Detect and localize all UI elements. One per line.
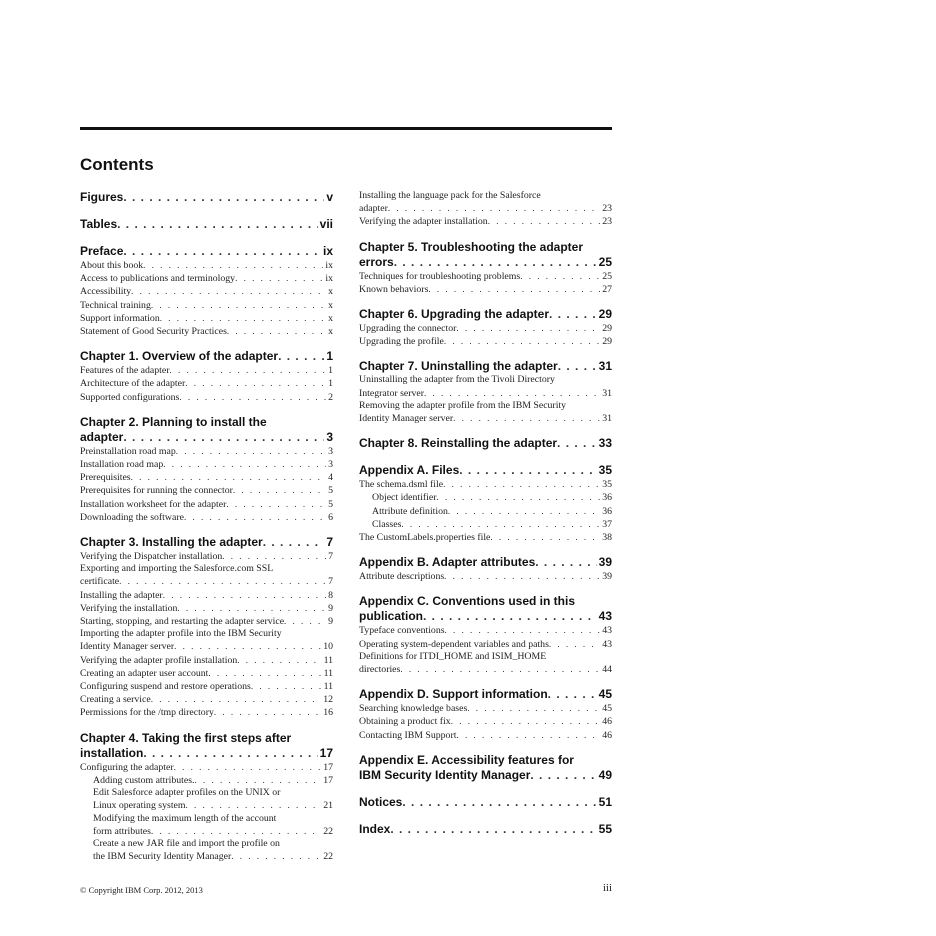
dot-leader (490, 531, 600, 543)
toc-entry[interactable]: Importing the adapter profile into the IBM Security Identity Manager server . . . 10 (80, 628, 333, 653)
toc-heading-chapter-7[interactable]: Chapter 7. Uninstalling the adapter . . . 31 (359, 359, 612, 374)
dot-leader (163, 589, 326, 601)
dot-leader (428, 283, 600, 295)
dot-leader (208, 667, 321, 679)
dot-leader (448, 505, 600, 517)
toc-entry[interactable]: Removing the adapter profile from the IBM Security Identity Manager server . . . 31 (359, 400, 612, 425)
toc-entry[interactable]: Starting, stopping, and restarting the adapter service . . . 9 (80, 615, 333, 628)
dot-leader (451, 715, 601, 727)
dot-leader (436, 491, 600, 503)
dot-leader (151, 299, 326, 311)
toc-heading-chapter-4[interactable]: Chapter 4. Taking the first steps after installation . . . 17 (80, 731, 333, 761)
toc-heading-appendix-b[interactable]: Appendix B. Adapter attributes . . . 39 (359, 555, 612, 570)
dot-leader (163, 458, 326, 470)
dot-leader (402, 795, 596, 810)
toc-entry[interactable]: Features of the adapter . . . 1 (80, 364, 333, 377)
dot-leader (456, 322, 600, 334)
dot-leader (174, 761, 322, 773)
toc-entry[interactable]: Statement of Good Security Practices . . . x (80, 325, 333, 338)
toc-entry[interactable]: Installing the adapter . . . 8 (80, 589, 333, 602)
dot-leader (557, 436, 597, 451)
toc-entry[interactable]: Creating an adapter user account . . . 11 (80, 667, 333, 680)
dot-leader (143, 259, 323, 271)
toc-entry[interactable]: Typeface conventions . . . 43 (359, 624, 612, 637)
dot-leader (390, 822, 596, 837)
toc-heading-chapter-2[interactable]: Chapter 2. Planning to install the adapter . . . 3 (80, 415, 333, 445)
dot-leader (151, 825, 321, 837)
toc-heading-notices[interactable]: Notices . . . 51 (359, 795, 612, 810)
toc-entry[interactable]: Definitions for ITDI_HOME and ISIM_HOME directories . . . 44 (359, 651, 612, 676)
toc-entry[interactable]: Upgrading the profile . . . 29 (359, 335, 612, 348)
dot-leader (423, 609, 597, 624)
toc-entry[interactable]: Configuring the adapter . . . 17 (80, 761, 333, 774)
dot-leader (195, 774, 322, 786)
copyright-notice: © Copyright IBM Corp. 2012, 2013 (80, 885, 203, 895)
toc-heading-index[interactable]: Index . . . 55 (359, 822, 612, 837)
dot-leader (143, 746, 317, 761)
toc-heading-appendix-e[interactable]: Appendix E. Accessibility features for IBM Security Identity Manager . . . 49 (359, 753, 612, 783)
toc-heading-appendix-d[interactable]: Appendix D. Support information . . . 45 (359, 687, 612, 702)
page-number: iii (602, 882, 612, 894)
toc-entry[interactable]: Downloading the software . . . 6 (80, 511, 333, 524)
dot-leader (467, 702, 600, 714)
toc-heading-chapter-6[interactable]: Chapter 6. Upgrading the adapter . . . 29 (359, 307, 612, 322)
dot-leader (388, 202, 600, 214)
toc-entry[interactable]: Obtaining a product fix . . . 46 (359, 715, 612, 728)
dot-leader (131, 471, 326, 483)
toc-entry[interactable]: Configuring suspend and restore operations . . . 11 (80, 680, 333, 693)
toc-entry[interactable]: Support information . . . x (80, 312, 333, 325)
toc-entry[interactable]: The schema.dsml file . . . 35 (359, 478, 612, 491)
dot-leader (226, 498, 326, 510)
dot-leader (184, 511, 326, 523)
toc-heading-appendix-a[interactable]: Appendix A. Files . . . 35 (359, 463, 612, 478)
dot-leader (459, 463, 596, 478)
toc-heading-chapter-5[interactable]: Chapter 5. Troubleshooting the adapter errors . . . 25 (359, 240, 612, 270)
dot-leader (131, 285, 326, 297)
toc-entry[interactable]: Verifying the installation . . . 9 (80, 602, 333, 615)
dot-leader (535, 555, 596, 570)
toc-right-column (359, 190, 612, 837)
toc-entry[interactable]: Known behaviors . . . 27 (359, 283, 612, 296)
dot-leader (233, 484, 326, 496)
toc-entry[interactable]: About this book . . . ix (80, 259, 333, 272)
dot-leader (424, 387, 600, 399)
toc-entry[interactable]: Accessibility . . . x (80, 285, 333, 298)
dot-leader (284, 615, 326, 627)
toc-entry[interactable]: Installation worksheet for the adapter . . . 5 (80, 498, 333, 511)
toc-entry[interactable]: Searching knowledge bases . . . 45 (359, 702, 612, 715)
toc-entry[interactable]: Attribute definition . . . 36 (359, 505, 612, 518)
toc-entry[interactable]: Supported configurations . . . 2 (80, 391, 333, 404)
toc-entry[interactable]: Verifying the adapter profile installation . . . 11 (80, 654, 333, 667)
dot-leader (185, 377, 326, 389)
toc-entry[interactable]: Create a new JAR file and import the profile on the IBM Security Identity Manager . . . 22 (80, 838, 333, 863)
dot-leader (549, 638, 600, 650)
toc-heading-appendix-c[interactable]: Appendix C. Conventions used in this publication . . . 43 (359, 594, 612, 624)
toc-entry[interactable]: Modifying the maximum length of the account form attributes . . . 22 (80, 813, 333, 838)
dot-leader (214, 706, 321, 718)
toc-heading-chapter-3[interactable]: Chapter 3. Installing the adapter . . . 7 (80, 535, 333, 550)
dot-leader (176, 445, 326, 457)
dot-leader (443, 478, 600, 490)
dot-leader (227, 325, 326, 337)
toc-entry[interactable]: Permissions for the /tmp directory . . . 16 (80, 706, 333, 719)
toc-entry[interactable]: Installing the language pack for the Salesforce adapter . . . 23 (359, 190, 612, 215)
toc-heading-chapter-1[interactable]: Chapter 1. Overview of the adapter . . . 1 (80, 349, 333, 364)
top-rule (80, 127, 612, 130)
toc-entry[interactable]: Contacting IBM Support . . . 46 (359, 729, 612, 742)
toc-left-column (80, 190, 333, 863)
dot-leader (400, 663, 600, 675)
dot-leader (453, 412, 600, 424)
dot-leader (251, 680, 322, 692)
dot-leader (179, 391, 326, 403)
toc-entry[interactable]: Classes . . . 37 (359, 518, 612, 531)
toc-entry[interactable]: Uninstalling the adapter from the Tivoli Directory Integrator server . . . 31 (359, 374, 612, 399)
dot-leader (394, 255, 597, 270)
toc-entry[interactable]: Verifying the adapter installation . . . 23 (359, 215, 612, 228)
dot-leader (123, 430, 324, 445)
dot-leader (174, 640, 321, 652)
dot-leader (123, 244, 321, 259)
dot-leader (548, 687, 597, 702)
dot-leader (235, 272, 323, 284)
page-title: Contents (80, 155, 154, 174)
toc-entry[interactable]: Prerequisites for running the connector . . . 5 (80, 484, 333, 497)
dot-leader (530, 768, 596, 783)
toc-heading-tables[interactable]: Tables . . . vii (80, 217, 333, 232)
dot-leader (237, 654, 321, 666)
dot-leader (177, 602, 326, 614)
toc-entry[interactable]: Preinstallation road map . . . 3 (80, 445, 333, 458)
toc-entry[interactable]: Object identifier . . . 36 (359, 491, 612, 504)
dot-leader (119, 575, 326, 587)
dot-leader (160, 312, 326, 324)
dot-leader (170, 364, 327, 376)
toc-entry[interactable]: Prerequisites . . . 4 (80, 471, 333, 484)
dot-leader (151, 693, 321, 705)
toc-entry[interactable]: Creating a service . . . 12 (80, 693, 333, 706)
toc-entry[interactable]: Techniques for troubleshooting problems . . . 25 (359, 270, 612, 283)
dot-leader (520, 270, 600, 282)
toc-entry[interactable]: Technical training . . . x (80, 299, 333, 312)
toc-entry[interactable]: Upgrading the connector . . . 29 (359, 322, 612, 335)
toc-entry[interactable]: Architecture of the adapter . . . 1 (80, 377, 333, 390)
toc-heading-chapter-8[interactable]: Chapter 8. Reinstalling the adapter . . . 33 (359, 436, 612, 451)
toc-entry[interactable]: Attribute descriptions . . . 39 (359, 570, 612, 583)
toc-entry[interactable]: Exporting and importing the Salesforce.com SSL certificate . . . 7 (80, 563, 333, 588)
dot-leader (222, 550, 326, 562)
toc-heading-figures[interactable]: Figures . . . v (80, 190, 333, 205)
dot-leader (558, 359, 597, 374)
dot-leader (231, 850, 321, 862)
dot-leader (549, 307, 597, 322)
dot-leader (444, 335, 600, 347)
dot-leader (186, 799, 322, 811)
dot-leader (117, 217, 318, 232)
dot-leader (401, 518, 600, 530)
toc-entry[interactable]: The CustomLabels.properties file . . . 38 (359, 531, 612, 544)
toc-heading-preface[interactable]: Preface . . . ix (80, 244, 333, 259)
dot-leader (263, 535, 325, 550)
toc-entry[interactable]: Operating system-dependent variables and paths . . . 43 (359, 638, 612, 651)
dot-leader (444, 570, 600, 582)
toc-entry[interactable]: Adding custom attributes. . . . 17 (80, 774, 333, 787)
dot-leader (488, 215, 601, 227)
dot-leader (123, 190, 324, 205)
toc-entry[interactable]: Access to publications and terminology . . . ix (80, 272, 333, 285)
toc-entry[interactable]: Installation road map . . . 3 (80, 458, 333, 471)
dot-leader (278, 349, 324, 364)
toc-entry[interactable]: Verifying the Dispatcher installation . . . 7 (80, 550, 333, 563)
dot-leader (456, 729, 600, 741)
dot-leader (445, 624, 601, 636)
toc-entry[interactable]: Edit Salesforce adapter profiles on the UNIX or Linux operating system . . . 21 (80, 787, 333, 812)
